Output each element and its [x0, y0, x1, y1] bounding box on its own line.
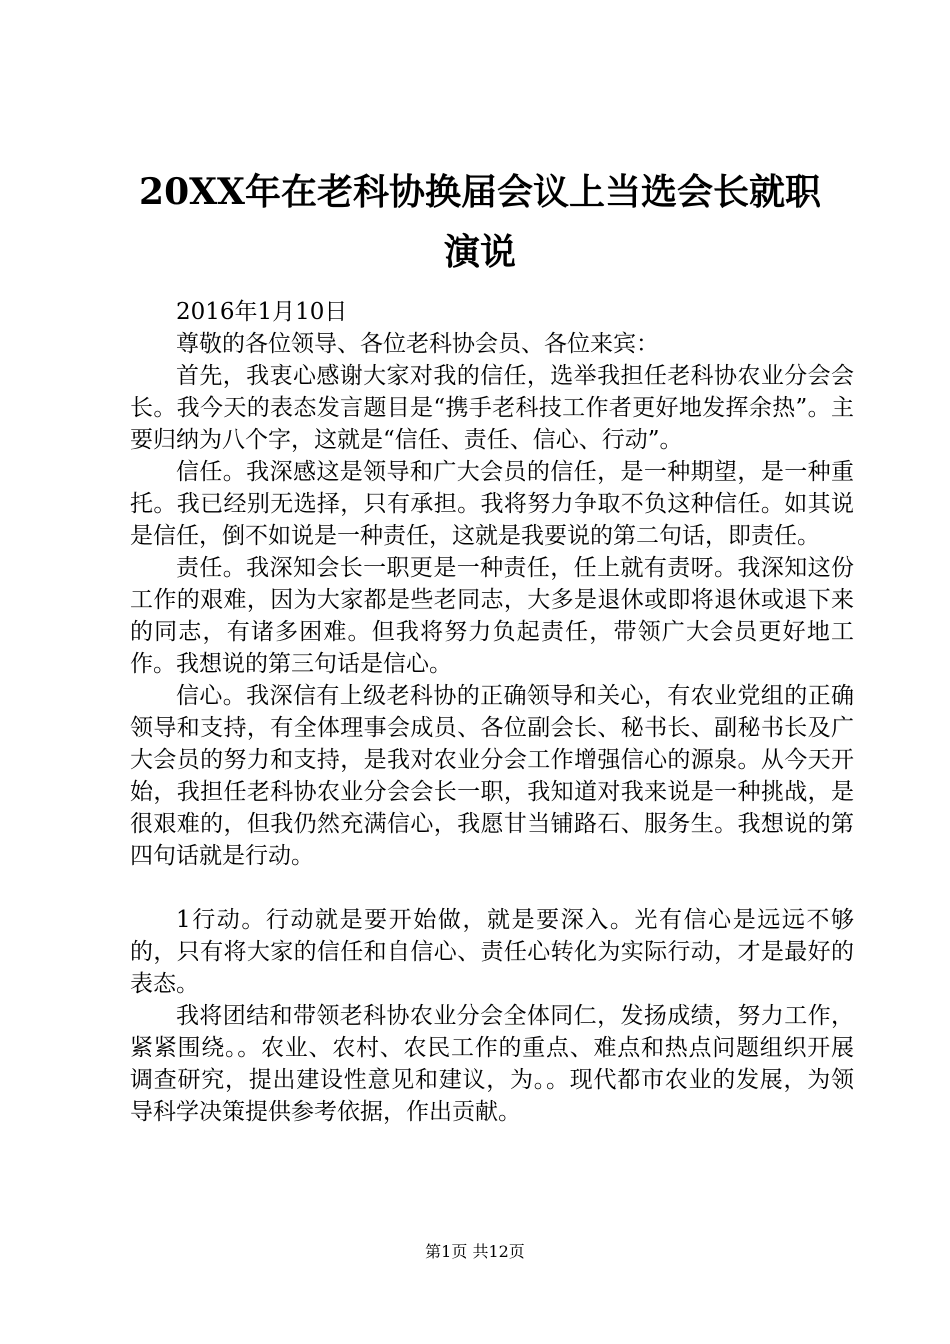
salutation: 尊敬的各位领导、各位老科协会员、各位来宾： — [176, 331, 659, 357]
paragraph-action: 1行动。行动就是要开始做，就是要深入。光有信心是远远不够的，只有将大家的信任和自信心、责任心转化为实际行动，才是最好的表态。 — [130, 907, 854, 997]
paragraph-confidence: 信心。我深信有上级老科协的正确领导和关心，有农业党组的正确领导和支持，有全体理事会成员、各位副会长、秘书长、副秘书长及广大会员的努力和支持，是我对农业分会工作增强信心的源泉。从今天开始，我担任老科协农业分会会长一职，我知道对我来说是一种挑战，是很艰难的，但我仍然充满信心，我愿甘当铺路石、服务生。我想说的第四句话就是行动。 — [130, 683, 854, 869]
page-number-footer: 第1页 共12页 — [425, 1242, 525, 1261]
paragraph-gratitude: 首先，我衷心感谢大家对我的信任，选举我担任老科协农业分会会长。我今天的表态发言题目是“携手老科技工作者更好地发挥余热”。主要归纳为八个字，这就是“信任、责任、信心、行动”。 — [130, 363, 854, 453]
document-body — [130, 296, 854, 1128]
document-title: 20XX年在老科协换届会议上当选会长就职演说 — [139, 171, 821, 273]
paragraph-commitment: 我将团结和带领老科协农业分会全体同仁，发扬成绩，努力工作，紧紧围绕。。农业、农村、农民工作的重点、难点和热点问题组织开展调查研究，提出建设性意见和建议，为。。现代都市农业的发展，为领导科学决策提供参考依据，作出贡献。 — [130, 1003, 854, 1125]
paragraph-responsibility: 责任。我深知会长一职更是一种责任，任上就有责呀。我深知这份工作的艰难，因为大家都是些老同志，大多是退休或即将退休或退下来的同志，有诸多困难。但我将努力负起责任，带领广大会员更好地工作。我想说的第三句话是信心。 — [130, 555, 854, 677]
date-line: 2016年1月10日 — [176, 299, 348, 325]
paragraph-trust: 信任。我深感这是领导和广大会员的信任，是一种期望，是一种重托。我已经别无选择，只有承担。我将努力争取不负这种信任。如其说是信任，倒不如说是一种责任，这就是我要说的第二句话，即责任。 — [130, 459, 854, 549]
